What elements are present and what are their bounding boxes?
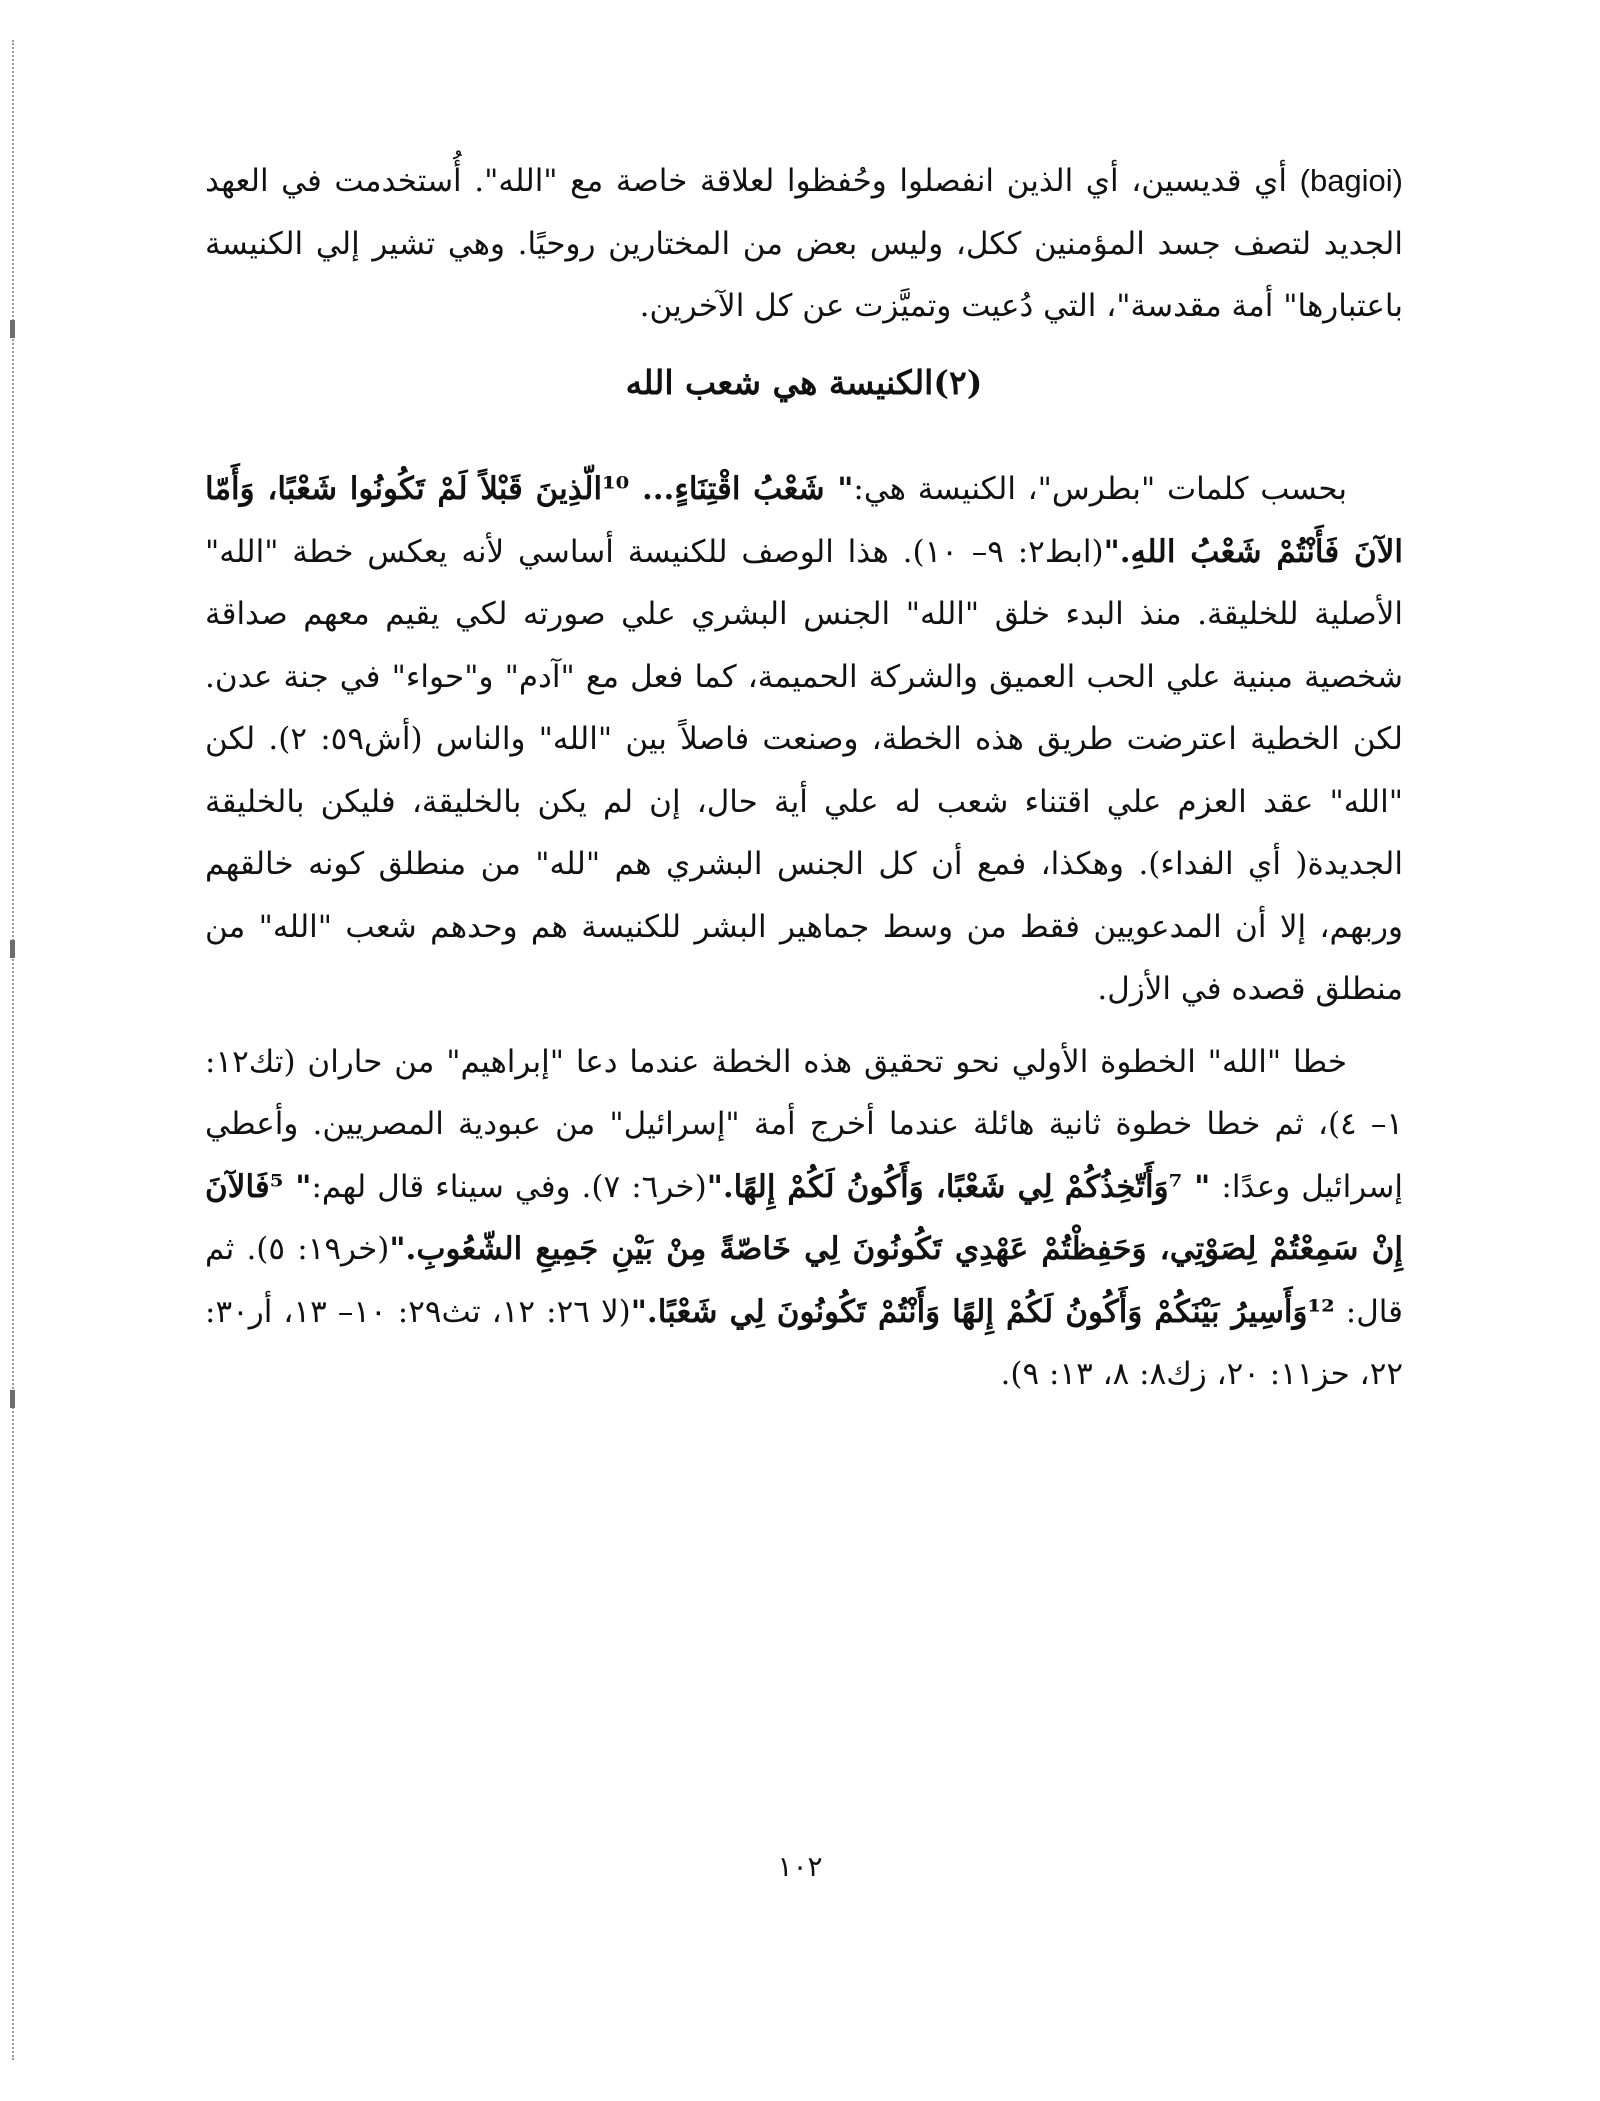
paragraph-people-of-god — [205, 458, 1403, 1021]
paragraph-text: بحسب كلمات "بطرس"، الكنيسة هي: — [853, 471, 1347, 507]
scan-mark — [10, 940, 15, 958]
scan-mark — [10, 320, 15, 338]
scripture-quote: ¹²وَأَسِيرُ بَيْنَكُمْ وَأَكُونُ لَكُمْ إِلهًا وَأَنْتُمْ تَكُونُونَ لِي شَعْبًا." — [630, 1293, 1335, 1330]
paragraph-abraham-israel — [205, 1031, 1403, 1406]
paragraph-text: (لا ٢٦: ١٢، تث٢٩: ١٠– ١٣، أر٣٠: ٢٢، حز١١: ٢٠، زك٨: ٨، ١٣: ٩). — [205, 1293, 1403, 1392]
scripture-quote: " ⁷وَأَتّخِذُكُمْ لِي شَعْبًا، وَأَكُونُ لَكُمْ إِلهًا." — [706, 1168, 1211, 1205]
intro-paragraph-text: أي قديسين، أي الذين انفصلوا وحُفظوا لعلاقة خاصة مع "الله". أُستخدمت في العهد الجديد لتصف جسد المؤمنين ككل، وليس بعض من المختارين روحيًا. وهي تشير إلي الكنيسة باعتبارها" أمة مقدسة"، التي دُعيت وتميَّزت عن كل الآخرين. — [205, 163, 1403, 324]
section-heading: (٢)الكنيسة هي شعب الله — [625, 362, 983, 402]
scan-mark — [10, 1390, 15, 1408]
greek-term: (bagioi) — [1299, 163, 1404, 198]
paragraph-text: (خر٦: ٧). وفي سيناء قال لهم: — [311, 1168, 707, 1205]
document-page — [205, 150, 1403, 1406]
paragraph-text: خطا "الله" الخطوة الأولي نحو تحقيق هذه الخطة عندما دعا "إبراهيم" من حاران (تك١٢: ١– ٤)، ثم خطا خطوة ثانية هائلة عندما أخرج أمة "إسرائيل" من عبودية المصريين. وأعطي إسرائيل وعدًا: — [205, 1043, 1403, 1205]
page-number: ١٠٢ — [777, 1850, 823, 1883]
scripture-quote: " شَعْبُ اقْتِنَاءٍ... ¹⁰الّذِينَ قَبْلاً لَمْ تَكُونُوا شَعْبًا، وَأَمّا الآنَ فَأَنْتُمْ شَعْبُ اللهِ." — [205, 471, 1404, 570]
paragraph-text: (ابط٢: ٩– ١٠). هذا الوصف للكنيسة أساسي لأنه يعكس خطة "الله" الأصلية للخليقة. منذ البدء خلق "الله" الجنس البشري علي صورته لكي يقيم معهم صداقة شخصية مبنية علي الحب العميق والشركة الحميمة، كما فعل مع "آدم" و"حواء" في جنة عدن. لكن الخطية اعترضت طريق هذه الخطة، وصنعت فاصلاً بين "الله" والناس (أش٥٩: ٢). لكن "الله" عقد العزم علي اقتناء شعب له علي أية حال، إن لم يكن بالخليقة، فليكن بالخليقة الجديدة( أي الفداء). وهكذا، فمع أن كل الجنس البشري هم "لله" من منطلق كونه خالقهم وربهم، إلا أن المدعويين فقط من وسط جماهير البشر للكنيسة هم وحدهم شعب "الله" من منطلق قصده في الأزل. — [205, 533, 1403, 1007]
paragraph-text: (خر١٩: ٥). ثم قال: — [205, 1231, 1403, 1330]
scripture-quote: " ⁵فَالآنَ إِنْ سَمِعْتُمْ لِصَوْتِي، وَحَفِظْتُمْ عَهْدِي تَكُونُونَ لِي خَاصّةً مِنْ بَيْنِ جَمِيعِ الشّعُوبِ." — [205, 1168, 1403, 1267]
scan-edge-line — [12, 40, 14, 2060]
intro-paragraph — [205, 150, 1403, 338]
